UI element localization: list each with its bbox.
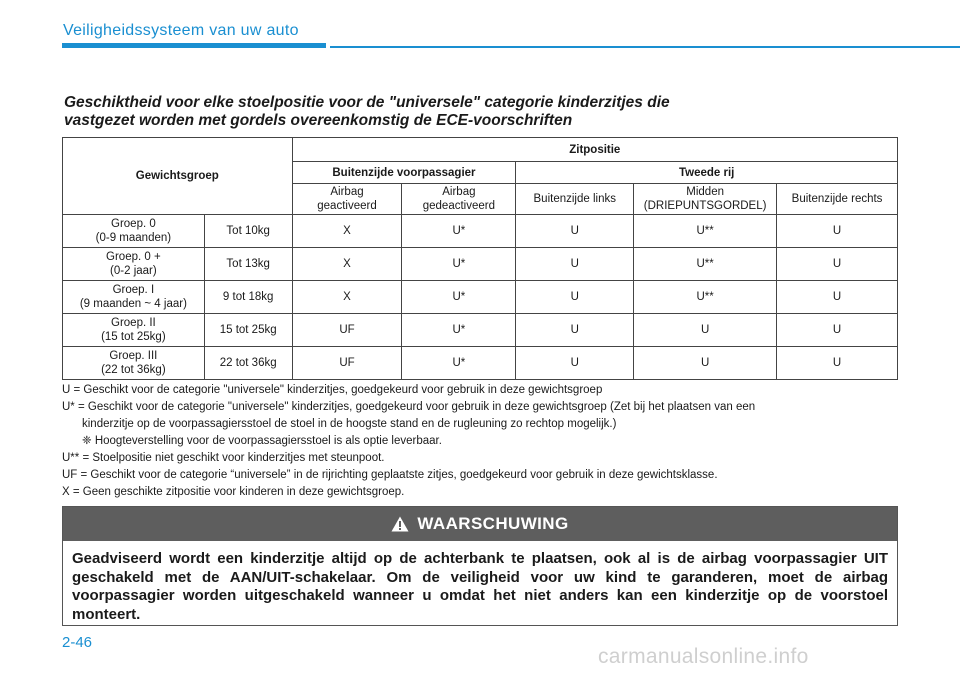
legend-u-star-continued: kinderzitje op de voorpassagiersstoel de stoel in de hoogste stand en de rugleuning zo rechtop mogelijk.) — [82, 418, 617, 430]
weight-group-header: Gewichtsgroep — [63, 138, 293, 215]
legend-uf: UF = Geschikt voor de categorie “universele” in de rijrichting geplaatste zitjes, goedgekeurd voor gebruik in deze gewichtsklasse. — [62, 469, 718, 481]
rear-left-cell: U — [516, 314, 634, 347]
airbag-activated-line1: Airbag — [330, 186, 364, 198]
group-cell — [63, 215, 205, 248]
airbag-activated-header — [292, 184, 402, 215]
table-row — [63, 314, 898, 347]
rear-right-cell: U — [777, 281, 898, 314]
rear-middle-line2: (DRIEPUNTSGORDEL) — [643, 200, 767, 212]
rear-middle-cell: U — [634, 347, 777, 380]
second-row-header: Tweede rij — [516, 162, 898, 184]
airbag-off-cell: U* — [402, 314, 516, 347]
rear-middle-cell: U — [634, 314, 777, 347]
airbag-deactivated-line2: gedeactiveerd — [422, 200, 495, 212]
rear-middle-cell: U** — [634, 215, 777, 248]
rear-middle-line1: Midden — [686, 186, 724, 198]
legend-u: U = Geschikt voor de categorie "universele" kinderzitjes, goedgekeurd voor gebruik in deze gewichtsgroep — [62, 384, 603, 396]
weight-cell: 9 tot 18kg — [204, 281, 292, 314]
legend-u-star-note: ❈ Hoogteverstelling voor de voorpassagiersstoel is als optie leverbaar. — [82, 435, 442, 447]
group-age: (9 maanden ~ 4 jaar) — [79, 298, 187, 310]
legend-x: X = Geen geschikte zitpositie voor kinderen in deze gewichtsgroep. — [62, 486, 405, 498]
group-cell — [63, 314, 205, 347]
airbag-on-cell: X — [292, 248, 402, 281]
rear-left-cell: U — [516, 248, 634, 281]
weight-cell: Tot 10kg — [204, 215, 292, 248]
rear-left-cell: U — [516, 215, 634, 248]
section-title: Veiligheidssysteem van uw auto — [63, 22, 299, 39]
warning-header — [63, 507, 897, 541]
group-name: Groep. 0 + — [106, 251, 161, 263]
heading-line-1: Geschiktheid voor elke stoelpositie voor de "universele" categorie kinderzitjes die — [64, 94, 670, 111]
group-age: (0-9 maanden) — [95, 232, 172, 244]
page-heading — [64, 94, 884, 130]
airbag-deactivated-header — [402, 184, 516, 215]
legend-u-double-star: U** = Stoelpositie niet geschikt voor kinderzitjes met steunpoot. — [62, 452, 385, 464]
weight-cell: 15 tot 25kg — [204, 314, 292, 347]
group-name: Groep. III — [109, 350, 158, 362]
group-cell — [63, 281, 205, 314]
rear-right-cell: U — [777, 347, 898, 380]
airbag-off-cell: U* — [402, 347, 516, 380]
weight-cell: 22 tot 36kg — [204, 347, 292, 380]
group-cell — [63, 347, 205, 380]
rear-middle-header — [634, 184, 777, 215]
rear-right-cell: U — [777, 314, 898, 347]
legend-u-star: U* = Geschikt voor de categorie "universele" kinderzitjes, goedgekeurd voor gebruik in deze gewichtsgroep (Zet bij het plaatsen van een — [62, 401, 756, 413]
group-name: Groep. 0 — [111, 218, 156, 230]
airbag-activated-line2: geactiveerd — [317, 200, 377, 212]
airbag-on-cell: X — [292, 215, 402, 248]
compatibility-table — [62, 137, 898, 380]
group-age: (22 tot 36kg) — [101, 364, 166, 376]
table-row — [63, 347, 898, 380]
airbag-off-cell: U* — [402, 281, 516, 314]
group-cell — [63, 248, 205, 281]
rear-left-cell: U — [516, 281, 634, 314]
airbag-on-cell: X — [292, 281, 402, 314]
airbag-off-cell: U* — [402, 248, 516, 281]
airbag-deactivated-line1: Airbag — [442, 186, 476, 198]
weight-cell: Tot 13kg — [204, 248, 292, 281]
table-row — [63, 281, 898, 314]
warning-triangle-icon — [391, 516, 409, 532]
legend — [62, 382, 898, 501]
table-row — [63, 215, 898, 248]
rear-middle-cell: U** — [634, 281, 777, 314]
rear-right-header: Buitenzijde rechts — [777, 184, 898, 215]
page-number: 2-46 — [62, 634, 93, 651]
heading-line-2: vastgezet worden met gordels overeenkomstig de ECE-voorschriften — [64, 112, 573, 129]
airbag-off-cell: U* — [402, 215, 516, 248]
rear-left-header: Buitenzijde links — [516, 184, 634, 215]
table-row — [63, 248, 898, 281]
header-rule-thin — [330, 46, 960, 48]
airbag-on-cell: UF — [292, 347, 402, 380]
warning-text: Geadviseerd wordt een kinderzitje altijd op de achterbank te plaatsen, ook al is de airbag voorpassagier UIT geschakeld met de AAN/UIT-schakelaar. Om de veiligheid voor uw kind te garanderen, moet de airbag voorpassagier worden uitgeschakeld wanneer u omdat het niet anders kan een kinderzitje op de voorstoel monteert. — [72, 550, 888, 623]
warning-title: WAARSCHUWING — [417, 514, 569, 533]
airbag-on-cell: UF — [292, 314, 402, 347]
rear-right-cell: U — [777, 215, 898, 248]
rear-middle-cell: U** — [634, 248, 777, 281]
front-passenger-header: Buitenzijde voorpassagier — [292, 162, 516, 184]
group-name: Groep. I — [112, 284, 155, 296]
header-rule-thick — [62, 43, 326, 48]
rear-right-cell: U — [777, 248, 898, 281]
seat-position-header: Zitpositie — [292, 138, 897, 162]
warning-box — [62, 506, 898, 626]
group-age: (15 tot 25kg) — [101, 331, 166, 343]
group-name: Groep. II — [111, 317, 156, 329]
rear-left-cell: U — [516, 347, 634, 380]
group-age: (0-2 jaar) — [110, 265, 157, 277]
watermark: carmanualsonline.info — [598, 645, 809, 668]
